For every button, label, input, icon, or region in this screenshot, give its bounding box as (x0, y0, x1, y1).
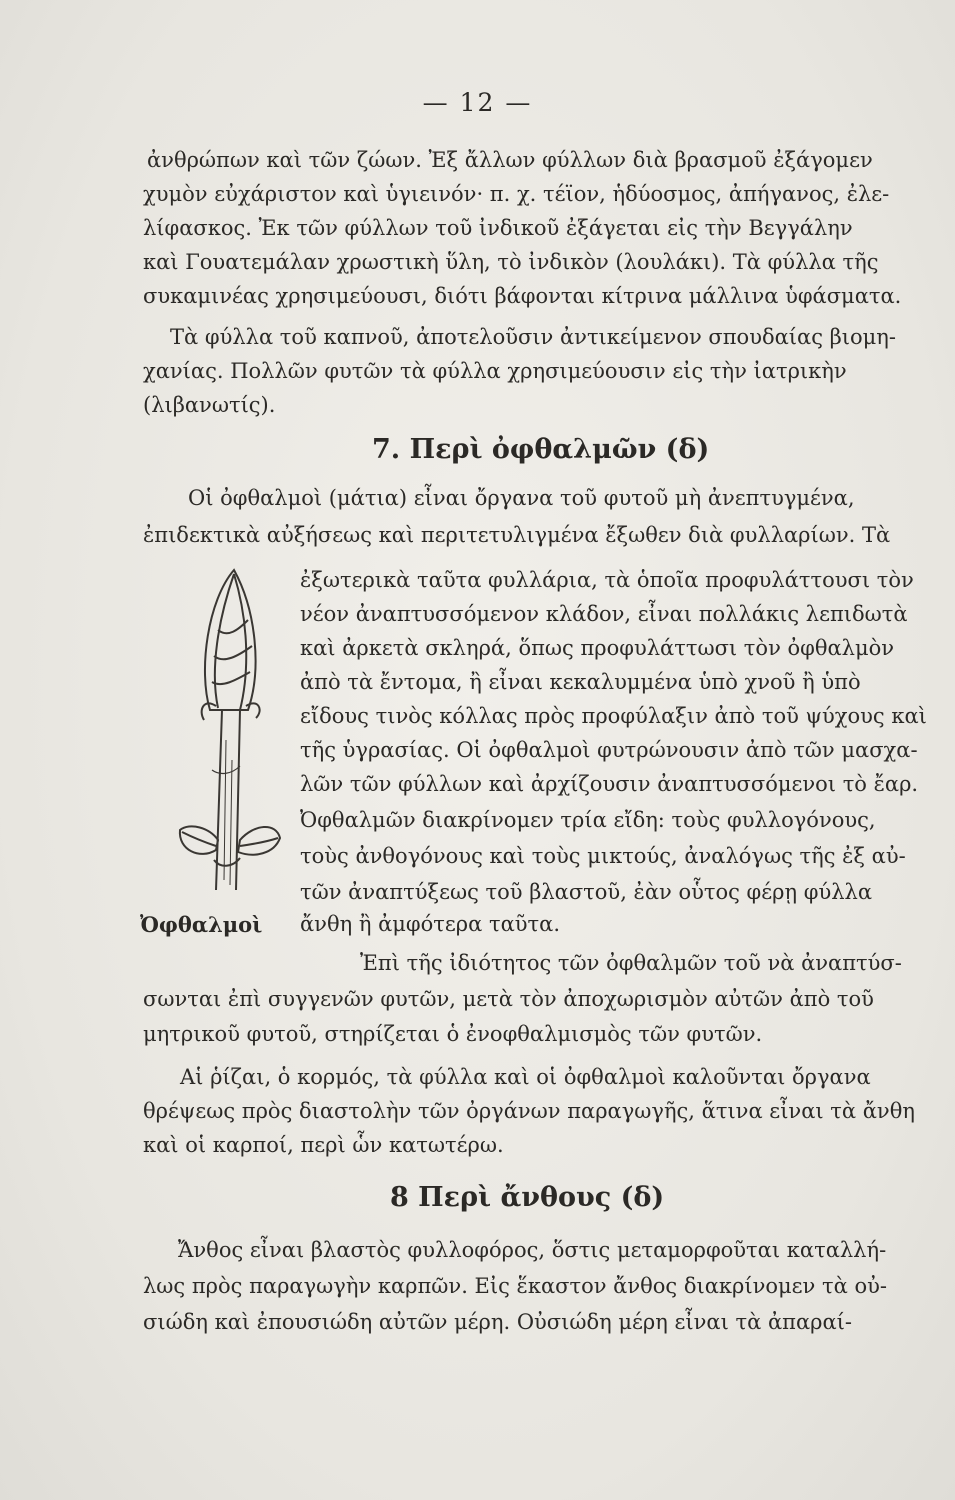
text-line: εἴδους τινὸς κόλλας πρὸς προφύλαξιν ἀπὸ τοῦ ψύχους καὶ (300, 704, 927, 728)
text-line: θρέψεως πρὸς διαστολὴν τῶν ὀργάνων παραγωγῆς, ἅτινα εἶναι τὰ ἄνθη (143, 1099, 915, 1123)
text-line: Ὀφθαλμῶν διακρίνομεν τρία εἴδη: τοὺς φυλλογόνους, (300, 808, 876, 832)
text-line: καὶ οἱ καρποί, περὶ ὧν κατωτέρω. (143, 1133, 504, 1157)
text-line: καὶ ἀρκετὰ σκληρά, ὅπως προφυλάττωσι τὸν ὀφθαλμὸν (300, 636, 895, 660)
text-line: τῶν ἀναπτύξεως τοῦ βλαστοῦ, ἐὰν οὗτος φέρῃ φύλλα (300, 880, 873, 904)
text-line: λίφασκος. Ἐκ τῶν φύλλων τοῦ ἰνδικοῦ ἐξάγεται εἰς τὴν Βεγγάλην (143, 216, 853, 240)
text-line: χανίας. Πολλῶν φυτῶν τὰ φύλλα χρησιμεύουσιν εἰς τὴν ἰατρικὴν (143, 359, 847, 383)
section-7-heading: 7. Περὶ ὀφθαλμῶν (δ) (372, 434, 710, 465)
text-line: τοὺς ἀνθογόνους καὶ τοὺς μικτούς, ἀναλόγως τῆς ἐξ αὐ- (300, 844, 906, 868)
text-line: ἀπὸ τὰ ἔντομα, ἢ εἶναι κεκαλυμμένα ὑπὸ χνοῦ ἢ ὑπὸ (300, 670, 861, 694)
text-line: Ἄνθος εἶναι βλαστὸς φυλλοφόρος, ὅστις μεταμορφοῦται καταλλή- (178, 1238, 887, 1262)
section-8-heading: 8 Περὶ ἄνθους (δ) (390, 1182, 665, 1213)
bud-illustration (170, 560, 290, 900)
text-line: μητρικοῦ φυτοῦ, στηρίζεται ὁ ἐνοφθαλμισμὸς τῶν φυτῶν. (143, 1022, 763, 1046)
text-line: τῆς ὑγρασίας. Οἱ ὀφθαλμοὶ φυτρώνουσιν ἀπὸ τῶν μασχα- (300, 738, 918, 762)
text-line: ἐπιδεκτικὰ αὐξήσεως καὶ περιτετυλιγμένα ἔξωθεν διὰ φυλλαρίων. Τὰ (143, 523, 891, 547)
page-number: — 12 — (422, 88, 533, 117)
text-line: χυμὸν εὐχάριστον καὶ ὑγιεινόν· π. χ. τέϊον, ἡδύοσμος, ἀπήγανος, ἐλε- (143, 182, 890, 206)
text-line: Τὰ φύλλα τοῦ καπνοῦ, ἀποτελοῦσιν ἀντικείμενον σπουδαίας βιομη- (170, 325, 896, 349)
figure-caption: Ὀφθαλμοὶ (140, 912, 263, 937)
text-line: σωνται ἐπὶ συγγενῶν φυτῶν, μετὰ τὸν ἀποχωρισμὸν αὐτῶν ἀπὸ τοῦ (143, 987, 874, 1011)
text-line: λῶν τῶν φύλλων καὶ ἀρχίζουσιν ἀναπτυσσόμενοι τὸ ἔαρ. (300, 772, 919, 796)
text-line: Ἐπὶ τῆς ἰδιότητος τῶν ὀφθαλμῶν τοῦ νὰ ἀναπτύσ- (360, 951, 902, 975)
text-line: (λιβανωτίς). (143, 393, 276, 417)
text-line: συκαμινέας χρησιμεύουσι, διότι βάφονται κίτρινα μάλλινα ὑφάσματα. (143, 284, 902, 308)
text-line: Αἱ ῥίζαι, ὁ κορμός, τὰ φύλλα καὶ οἱ ὀφθαλμοὶ καλοῦνται ὄργανα (180, 1065, 871, 1089)
text-line: ἀνθρώπων καὶ τῶν ζώων. Ἐξ ἄλλων φύλλων διὰ βρασμοῦ ἐξάγομεν (147, 148, 873, 172)
text-line: λως πρὸς παραγωγὴν καρπῶν. Εἰς ἕκαστον ἄνθος διακρίνομεν τὰ οὐ- (143, 1274, 887, 1298)
text-line: καὶ Γουατεμάλαν χρωστικὴ ὕλη, τὸ ἰνδικὸν (λουλάκι). Τὰ φύλλα τῆς (143, 250, 879, 274)
text-line: ἐξωτερικὰ ταῦτα φυλλάρια, τὰ ὁποῖα προφυλάττουσι τὸν (300, 568, 914, 592)
text-line: ἄνθη ἢ ἀμφότερα ταῦτα. (300, 912, 561, 936)
text-line: νέον ἀναπτυσσόμενον κλάδον, εἶναι πολλάκις λεπιδωτὰ (300, 602, 908, 626)
text-line: Οἱ ὀφθαλμοὶ (μάτια) εἶναι ὄργανα τοῦ φυτοῦ μὴ ἀνεπτυγμένα, (188, 486, 855, 510)
text-line: σιώδη καὶ ἐπουσιώδη αὐτῶν μέρη. Οὐσιώδη μέρη εἶναι τὰ ἀπαραί- (143, 1310, 852, 1334)
